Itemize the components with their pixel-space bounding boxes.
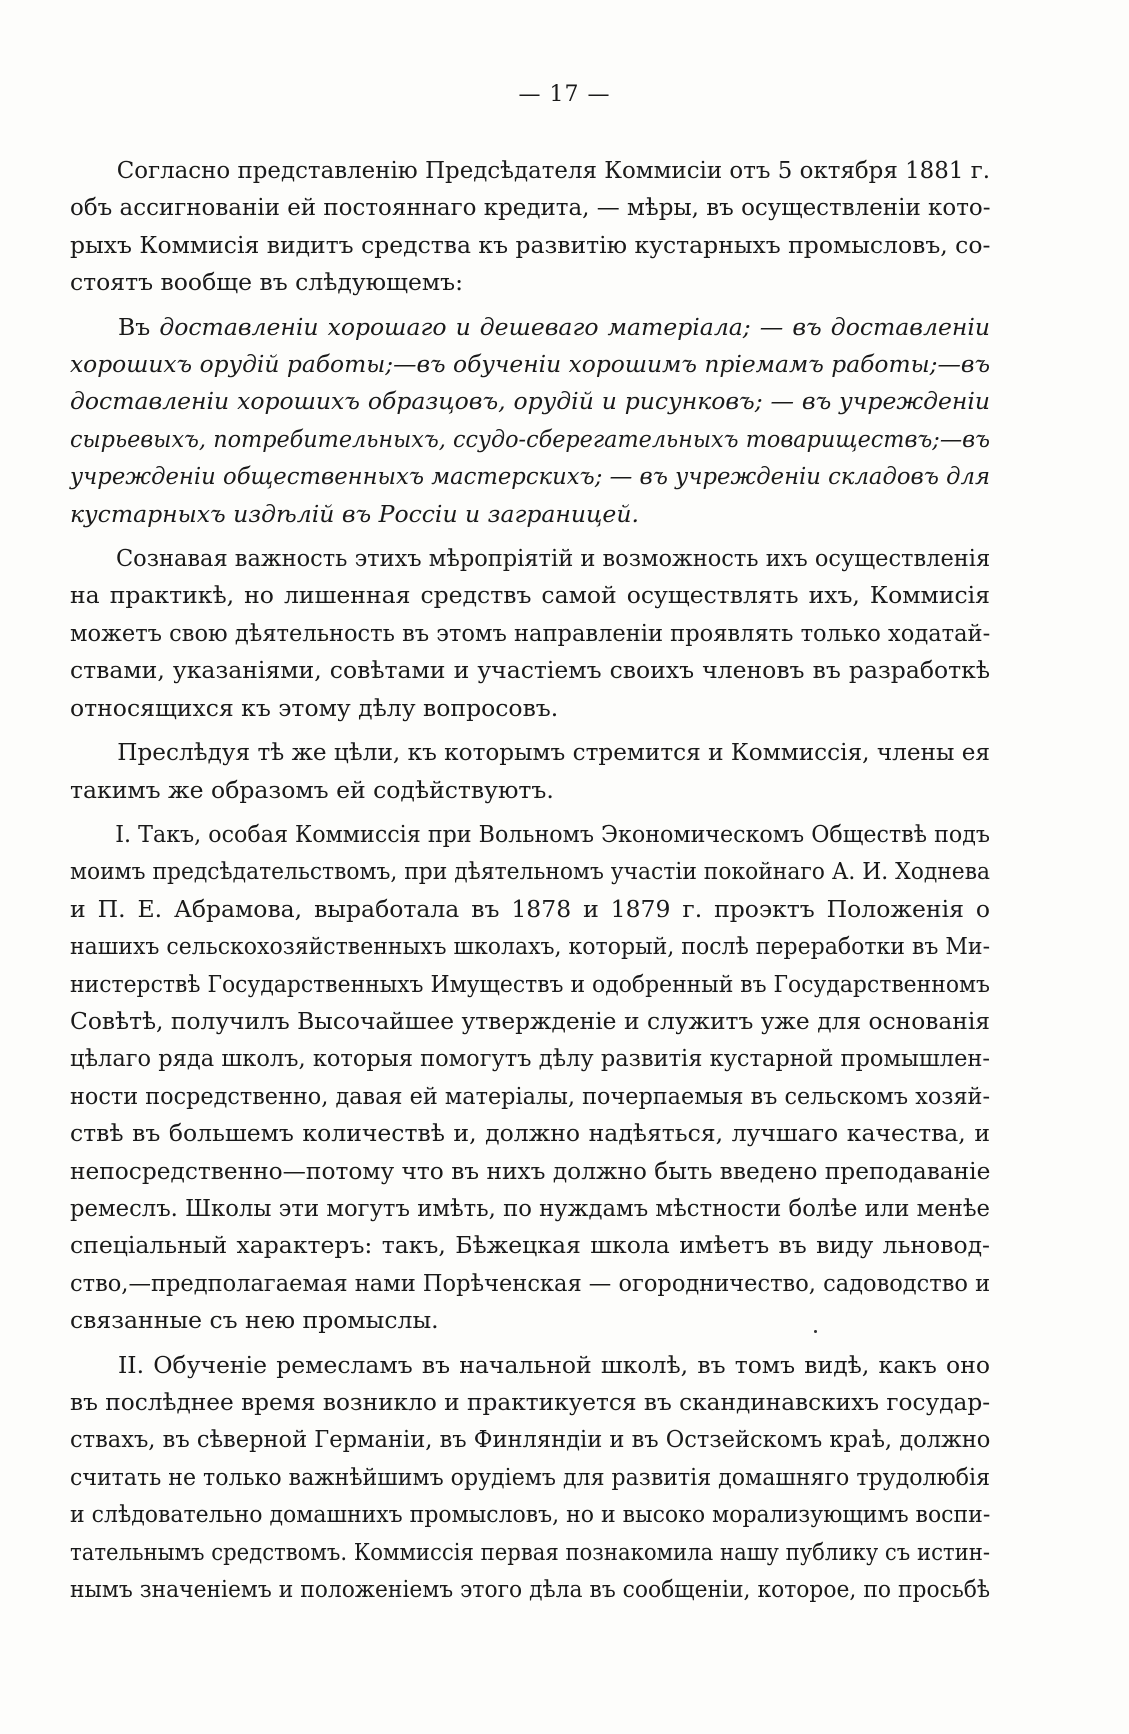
paragraph-5	[70, 816, 990, 1340]
text-line: рыхъ Коммисія видитъ средства къ развитію кустарныхъ промысловъ, со-	[70, 230, 991, 259]
text-line: Преслѣдуя тѣ же цѣли, къ которымъ стремится и Коммиссія, члены ея	[117, 738, 991, 767]
italic-text: доставленіи хорошаго и дешеваго матеріала; — въ доставленіи	[159, 312, 990, 341]
ink-speck	[814, 1330, 817, 1333]
italic-line: хорошихъ орудій работы;—въ обученіи хорошимъ пріемамъ работы;—въ	[70, 350, 990, 379]
text-line: нашихъ сельскохозяйственныхъ школахъ, который, послѣ переработки въ Ми-	[70, 932, 991, 961]
body-text	[70, 152, 990, 1608]
text-line: ствами, указаніями, совѣтами и участіемъ своихъ членовъ въ разработкѣ	[70, 656, 990, 685]
text-line: и слѣдовательно домашнихъ промысловъ, но и высоко морализующимъ воспи-	[70, 1500, 991, 1529]
text-line: тательнымъ средствомъ. Коммиссія первая познакомила нашу публику съ истин-	[70, 1537, 991, 1566]
text-line: ности посредственно, давая ей матеріалы, почерпаемыя въ сельскомъ хозяй-	[70, 1081, 990, 1110]
text-line: цѣлаго ряда школъ, которыя помогутъ дѣлу развитія кустарной промышлен-	[70, 1044, 990, 1073]
text-line: считать не только важнѣйшимъ орудіемъ для развитія домашняго трудолюбія	[70, 1462, 990, 1491]
text-line: II. Обученіе ремесламъ въ начальной школѣ, въ томъ видѣ, какъ оно	[118, 1350, 990, 1379]
text-line: объ ассигнованіи ей постояннаго кредита, — мѣры, въ осуществленіи кото-	[70, 193, 991, 222]
paragraph-3	[70, 540, 990, 727]
text-line: относящихся къ этому дѣлу вопросовъ.	[70, 693, 559, 722]
text-line	[70, 309, 990, 346]
text-line: на практикѣ, но лишенная средствъ самой осуществлять ихъ, Коммисія	[70, 581, 990, 610]
text-line: ремеслъ. Школы эти могутъ имѣть, по нуждамъ мѣстности болѣе или менѣе	[70, 1193, 990, 1222]
text-line: Совѣтѣ, получилъ Высочайшее утвержденіе и служитъ уже для основанія	[70, 1006, 990, 1035]
paragraph-1	[70, 152, 990, 302]
text-line: въ послѣднее время возникло и практикуется въ скандинавскихъ государ-	[70, 1388, 991, 1416]
text-line: нымъ значеніемъ и положеніемъ этого дѣла въ сообщеніи, которое, по просьбѣ	[70, 1575, 990, 1604]
text-line: I. Такъ, особая Коммиссія при Вольномъ Экономическомъ Обществѣ подъ	[115, 819, 991, 848]
text-line: непосредственно—потому что въ нихъ должно быть введено преподаваніе	[70, 1156, 991, 1185]
italic-line: кустарныхъ издѣлій въ Россіи и заграницей.	[70, 499, 639, 528]
text-line: связанные съ нею промыслы.	[70, 1306, 439, 1335]
page-number: — 17 —	[518, 82, 611, 107]
text-line: спеціальный характеръ: такъ, Бѣжецкая школа имѣетъ въ виду льновод-	[70, 1231, 990, 1260]
text-line: моимъ предсѣдательствомъ, при дѣятельномъ участіи покойнаго А. И. Ходнева	[70, 857, 990, 886]
paragraph-6	[70, 1347, 990, 1609]
text-line: и П. Е. Абрамова, выработала въ 1878 и 1879 г. проэктъ Положенія о	[70, 894, 990, 923]
italic-line: доставленіи хорошихъ образцовъ, орудій и рисунковъ; — въ учрежденіи	[70, 387, 990, 416]
italic-line: учрежденіи общественныхъ мастерскихъ; — въ учрежденіи складовъ для	[70, 462, 990, 491]
paragraph-2	[70, 309, 990, 533]
text-line: ствѣ въ большемъ количествѣ и, должно надѣяться, лучшаго качества, и	[70, 1119, 990, 1148]
text-line: ствахъ, въ сѣверной Германіи, въ Финляндіи и въ Остзейскомъ краѣ, должно	[70, 1425, 991, 1454]
text-line: Сознавая важность этихъ мѣропріятій и возможность ихъ осуществленія	[115, 544, 991, 573]
paragraph-4	[70, 734, 990, 809]
italic-line: сырьевыхъ, потребительныхъ, ссудо-сберегательныхъ товариществъ;—въ	[70, 424, 990, 453]
text-line: нистерствѣ Государственныхъ Имуществъ и одобренный въ Государственномъ	[70, 969, 990, 998]
text-line: Согласно представленію Предсѣдателя Коммисіи отъ 5 октября 1881 г.	[116, 156, 990, 184]
text-line: стоятъ вообще въ слѣдующемъ:	[70, 268, 464, 297]
text-line: такимъ же образомъ ей содѣйствуютъ.	[70, 775, 554, 804]
text-line: ство,—предполагаемая нами Порѣченская — огородничество, садоводство и	[70, 1268, 991, 1297]
text-line: можетъ свою дѣятельность въ этомъ направленіи проявлять только ходатай-	[70, 618, 991, 647]
paragraph-intro-word: Въ	[118, 312, 151, 341]
